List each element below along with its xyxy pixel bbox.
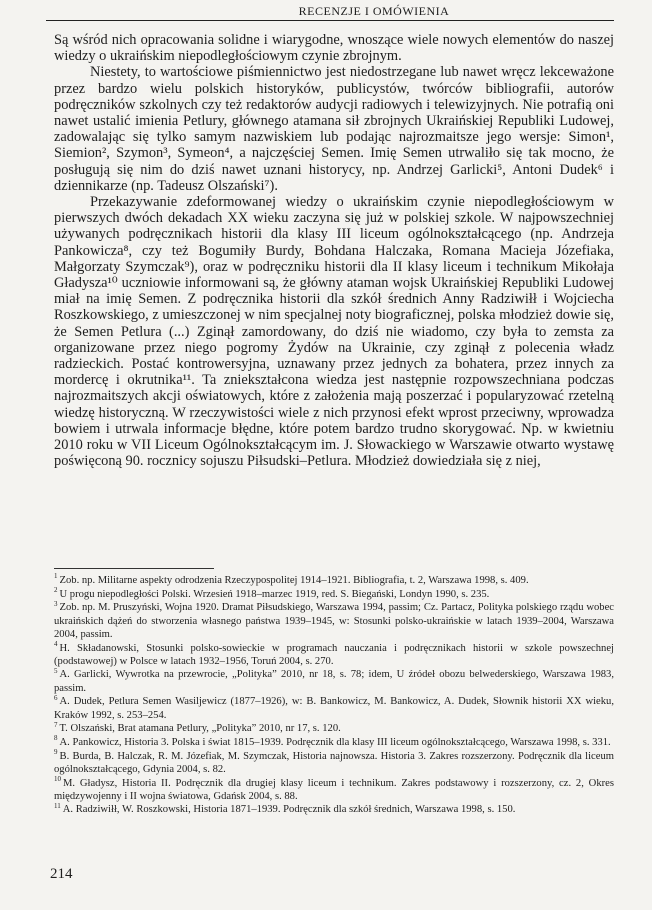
footnote-6 <box>54 695 614 721</box>
footnote-number: 1 <box>54 572 58 581</box>
footnote-text: Zob. np. M. Pruszyński, Wojna 1920. Dramat Piłsudskiego, Warszawa 1994, passim; Cz. Partacz, Polityka polskiego rządu wobec ukraińskich dążeń do stworzenia własnego państwa 1939–1945, w: Stosunki polsko-ukraińskie w latach 1939–2004, Warszawa 2004, passim. <box>54 602 614 640</box>
footnote-9 <box>54 750 614 776</box>
footnote-5 <box>54 668 614 694</box>
footnotes <box>54 574 614 817</box>
page-number: 214 <box>50 866 73 882</box>
footnote-text: T. Olszański, Brat atamana Petlury, „Polityka” 2010, nr 17, s. 120. <box>59 723 341 735</box>
footnote-text: A. Dudek, Petlura Semen Wasiljewicz (1877–1926), w: B. Bankowicz, M. Bankowicz, A. Dudek, Słownik historii XX wieku, Kraków 1992, s. 253–254. <box>54 696 614 721</box>
footnote-text: A. Pankowicz, Historia 3. Polska i świat 1815–1939. Podręcznik dla klasy III liceum ogólnokształcącego, Warszawa 1998, s. 331. <box>59 736 611 748</box>
footnote-number: 9 <box>54 748 58 757</box>
footnote-number: 2 <box>54 586 58 595</box>
footnote-1 <box>54 574 614 587</box>
footnote-2 <box>54 588 614 601</box>
paragraph-2: Niestety, to wartościowe piśmiennictwo jest niedostrzegane lub nawet wręcz lekceważone przez bardzo wielu polskich historyków, publicystów, twórców bibliografii, autorów podręczników szkolnych czy też redaktorów audycji radiowych i telewizyjnych. Nie potrafią oni nawet ustalić imienia Petlury, głównego atamana sił zbrojnych Ukraińskiej Republiki Ludowej, zadowalając się tylko samym nazwiskiem lub podając najrozmaitsze jego wersje: Simon¹, Siemion², Szymon³, Symeon⁴, a najczęściej Semen. Imię Semen utrwaliło się tak mocno, że posługują się nim do dziś nawet uznani historycy, np. Andrzej Garlicki⁵, Antoni Dudek⁶ i dziennikarze (np. Tadeusz Olszański⁷). <box>54 64 614 194</box>
footnote-rule <box>54 568 214 569</box>
footnote-text: Zob. np. Militarne aspekty odrodzenia Rzeczypospolitej 1914–1921. Bibliografia, t. 2, Warszawa 1998, s. 409. <box>59 575 529 586</box>
paragraph-3: Przekazywanie zdeformowanej wiedzy o ukraińskim czynie niepodległościowym w pierwszych dwóch dekadach XX wieku zaczyna się już w polskiej szkole. W najpowszechniej używanych podręcznikach historii dla klasy III liceum ogólnokształcącego (np. Andrzeja Pankowicza⁸, czy też Bogumiły Burdy, Bohdana Halczaka, Romana Macieja Józefiaka, Małgorzaty Szymczak⁹), oraz w podręczniku historii dla II klasy liceum i technikum Mikołaja Gładysza¹⁰ uczniowie informowani są, że główny ataman wojsk Ukraińskiej Republiki Ludowej miał na imię Semen. Z podręcznika historii dla szkół średnich Anny Radziwiłł i Wojciecha Roszkowskiego, z umieszczonej w nim specjalnej noty biograficznej, polska młodzież dowie się, że Semen Petlura (...) Zginął zamordowany, do dziś nie wiadomo, czy była to zemsta za organizowane przez niego pogromy Żydów na Ukrainie, czy zginął z polecenia władz radzieckich. Postać kontrowersyjna, uznawany przez jednych za bohatera, przez innych za mordercę i okrutnika¹¹. Ta zniekształcona wiedza jest następnie rozpowszechniana podczas najrozmaitszych akcji oświatowych, które z założenia mają poszerzać i popularyzować rzetelną wiedzę historyczną. W rzeczywistości wiele z nich przynosi efekt wprost przeciwny, wprowadza bowiem i utrwala informacje błędne, które potem bardzo trudno skorygować. Np. w kwietniu 2010 roku w VII Liceum Ogólnokształcącym im. J. Słowackiego w Warszawie otwarto wystawę poświęconą 90. rocznicy sojuszu Piłsudski–Petlura. Młodzież dowiedziała się z niej, <box>54 194 614 470</box>
footnote-11 <box>54 803 614 816</box>
running-head: RECENZJE I OMÓWIENIA <box>224 4 524 19</box>
footnote-7 <box>54 722 614 735</box>
footnote-number: 11 <box>54 801 61 810</box>
paragraph-1: Są wśród nich opracowania solidne i wiarygodne, wnoszące wiele nowych elementów do naszej wiedzy o ukraińskim niepodległościowym czynie zbrojnym. <box>54 32 614 65</box>
footnote-number: 6 <box>54 693 58 702</box>
footnote-8 <box>54 736 614 749</box>
footnote-text: A. Radziwiłł, W. Roszkowski, Historia 1871–1939. Podręcznik dla szkół średnich, Warszawa 1998, s. 150. <box>62 804 516 816</box>
body-text <box>54 32 614 469</box>
footnote-text: B. Burda, B. Halczak, R. M. Józefiak, M. Szymczak, Historia najnowsza. Historia 3. Zakres rozszerzony. Podręcznik dla liceum ogólnokształcącego, Gdynia 2004, s. 82. <box>54 750 614 775</box>
footnote-text: M. Gładysz, Historia II. Podręcznik dla drugiej klasy liceum i technikum. Zakres podstawowy i rozszerzony, cz. 2, Okres międzywojenny i II wojna światowa, Gdańsk 2004, s. 88. <box>54 777 614 802</box>
footnote-text: A. Garlicki, Wywrotka na przewrocie, „Polityka” 2010, nr 18, s. 78; idem, U źródeł obozu belwederskiego, Warszawa 1983, passim. <box>54 669 614 694</box>
footnote-number: 10 <box>54 775 61 784</box>
footnote-4 <box>54 639 614 668</box>
footnote-number: 5 <box>54 666 58 675</box>
footnote-number: 4 <box>54 639 58 648</box>
header-rule <box>46 20 614 21</box>
footnote-number: 8 <box>54 734 58 743</box>
footnote-text: H. Składanowski, Stosunki polsko-sowieckie w programach nauczania i podręcznikach historii w szkole powszechnej (podstawowej) w Polsce w latach 1932–1956, Toruń 2004, s. 270. <box>54 642 614 667</box>
footnote-number: 7 <box>54 720 58 729</box>
footnote-number: 3 <box>54 599 58 608</box>
footnote-3 <box>54 601 614 641</box>
footnote-10 <box>54 777 614 803</box>
footnote-text: U progu niepodległości Polski. Wrzesień 1918–marzec 1919, red. S. Biegański, Londyn 1990, s. 235. <box>59 588 490 600</box>
